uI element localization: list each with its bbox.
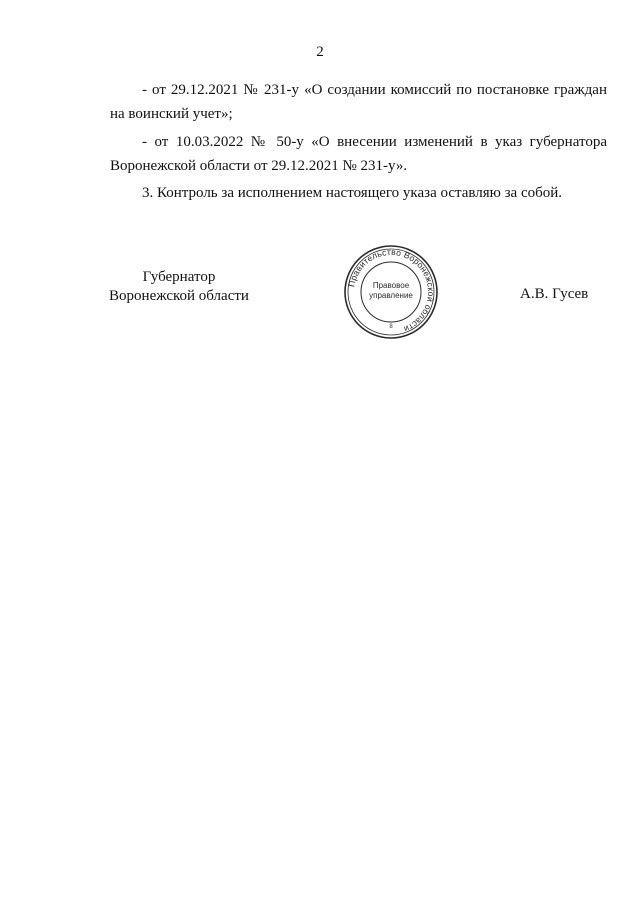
seal-outer-text: Правительство Воронежской области bbox=[346, 246, 437, 335]
seal-mark: 8 bbox=[389, 324, 393, 330]
signatory-title-line-1: Губернатор bbox=[142, 269, 216, 285]
official-seal bbox=[343, 244, 439, 340]
signatory-name: А.В. Гусев bbox=[520, 286, 589, 302]
seal-inner-line-2: управление bbox=[369, 291, 413, 300]
signatory-title bbox=[104, 268, 254, 306]
page-number: 2 bbox=[316, 44, 324, 60]
paragraph-item-3: 3. Контроль за исполнением настоящего указа оставляю за собой. bbox=[142, 185, 563, 201]
seal-inner-line-1: Правовое bbox=[372, 281, 410, 290]
signatory-title-line-2: Воронежской области bbox=[109, 288, 249, 304]
paragraph-item-1: - от 29.12.2021 № 231-у «О создании комиссий по постановке граждан на воинский учет»; bbox=[110, 82, 607, 122]
paragraph-item-2: - от 10.03.2022 № 50-у «О внесении изменений в указ губернатора Воронежской области от 29.12.2021 № 231-у». bbox=[110, 134, 607, 174]
